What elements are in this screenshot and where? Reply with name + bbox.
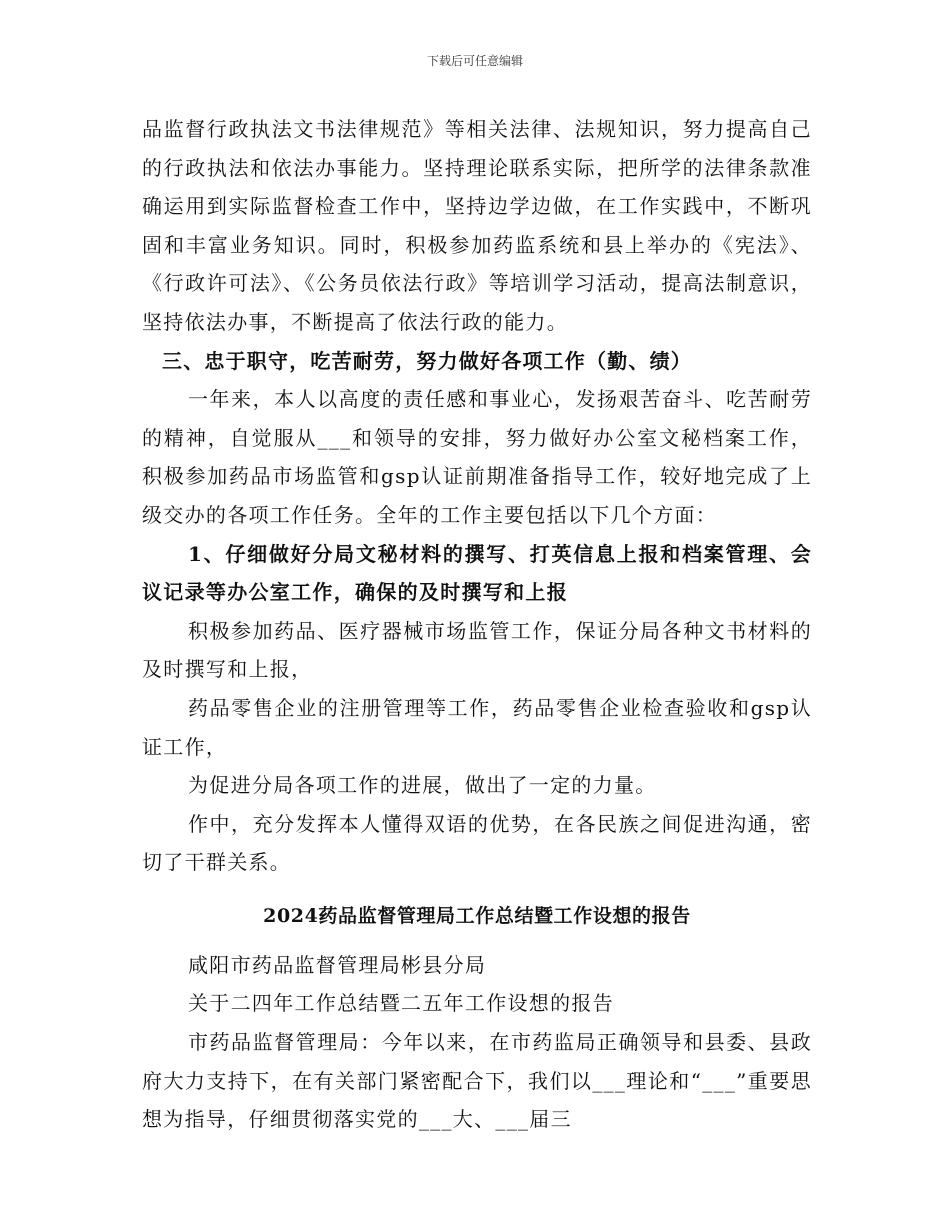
report-title: 2024药品监督管理局工作总结暨工作设想的报告	[263, 904, 691, 927]
paragraph-branch-name: 咸阳市药品监督管理局彬县分局	[188, 952, 487, 977]
paragraph-year-summary: 一年来，本人以高度的责任感和事业心，发扬艰苦奋斗、吃苦耐劳的精神，自觉服从___和领导的安排，努力做好办公室文秘档案工作，积极参加药品市场监管和gsp认证前期准备指导工作，较好地完成了上级交办的各项工作任务。全年的工作主要包括以下几个方面：	[142, 387, 812, 527]
paragraph-market-supervision: 积极参加药品、医疗器械市场监管工作，保证分局各种文书材料的及时撰写和上报，	[142, 618, 812, 682]
page-header-note: 下载后可任意编辑	[426, 54, 523, 68]
paragraph-progress: 为促进分局各项工作的进展，做出了一定的力量。	[188, 773, 657, 798]
document-body	[142, 110, 812, 1139]
paragraph-report-opening: 市药品监督管理局：今年以来，在市药监局正确领导和县委、县政府大力支持下，在有关部门紧密配合下，我们以___理论和“___”重要思想为指导，仔细贯彻落实党的___大、___届三	[142, 1030, 812, 1132]
subheading-one: 1、仔细做好分局文秘材料的撰写、打英信息上报和档案管理、会议记录等办公室工作，确保的及时撰写和上报	[142, 541, 812, 605]
paragraph-retail-registration: 药品零售企业的注册管理等工作，药品零售企业检查验收和gsp认证工作，	[142, 695, 812, 759]
paragraph-legal-study: 品监督行政执法文书法律规范》等相关法律、法规知识，努力提高自己的行政执法和依法办事能力。坚持理论联系实际，把所学的法律条款准确运用到实际监督检查工作中，坚持边学边做，在工作实践中，不断巩固和丰富业务知识。同时，积极参加药监系统和县上举办的《宪法》、《行政许可法》、《公务员依法行政》等培训学习活动，提高法制意识，坚持依法办事，不断提高了依法行政的能力。	[142, 117, 812, 334]
paragraph-report-subject: 关于二四年工作总结暨二五年工作设想的报告	[188, 991, 614, 1016]
paragraph-bilingual: 作中，充分发挥本人懂得双语的优势，在各民族之间促进沟通，密切了干群关系。	[142, 811, 812, 875]
section-heading-three: 三、忠于职守，吃苦耐劳，努力做好各项工作（勤、绩）	[162, 348, 692, 373]
